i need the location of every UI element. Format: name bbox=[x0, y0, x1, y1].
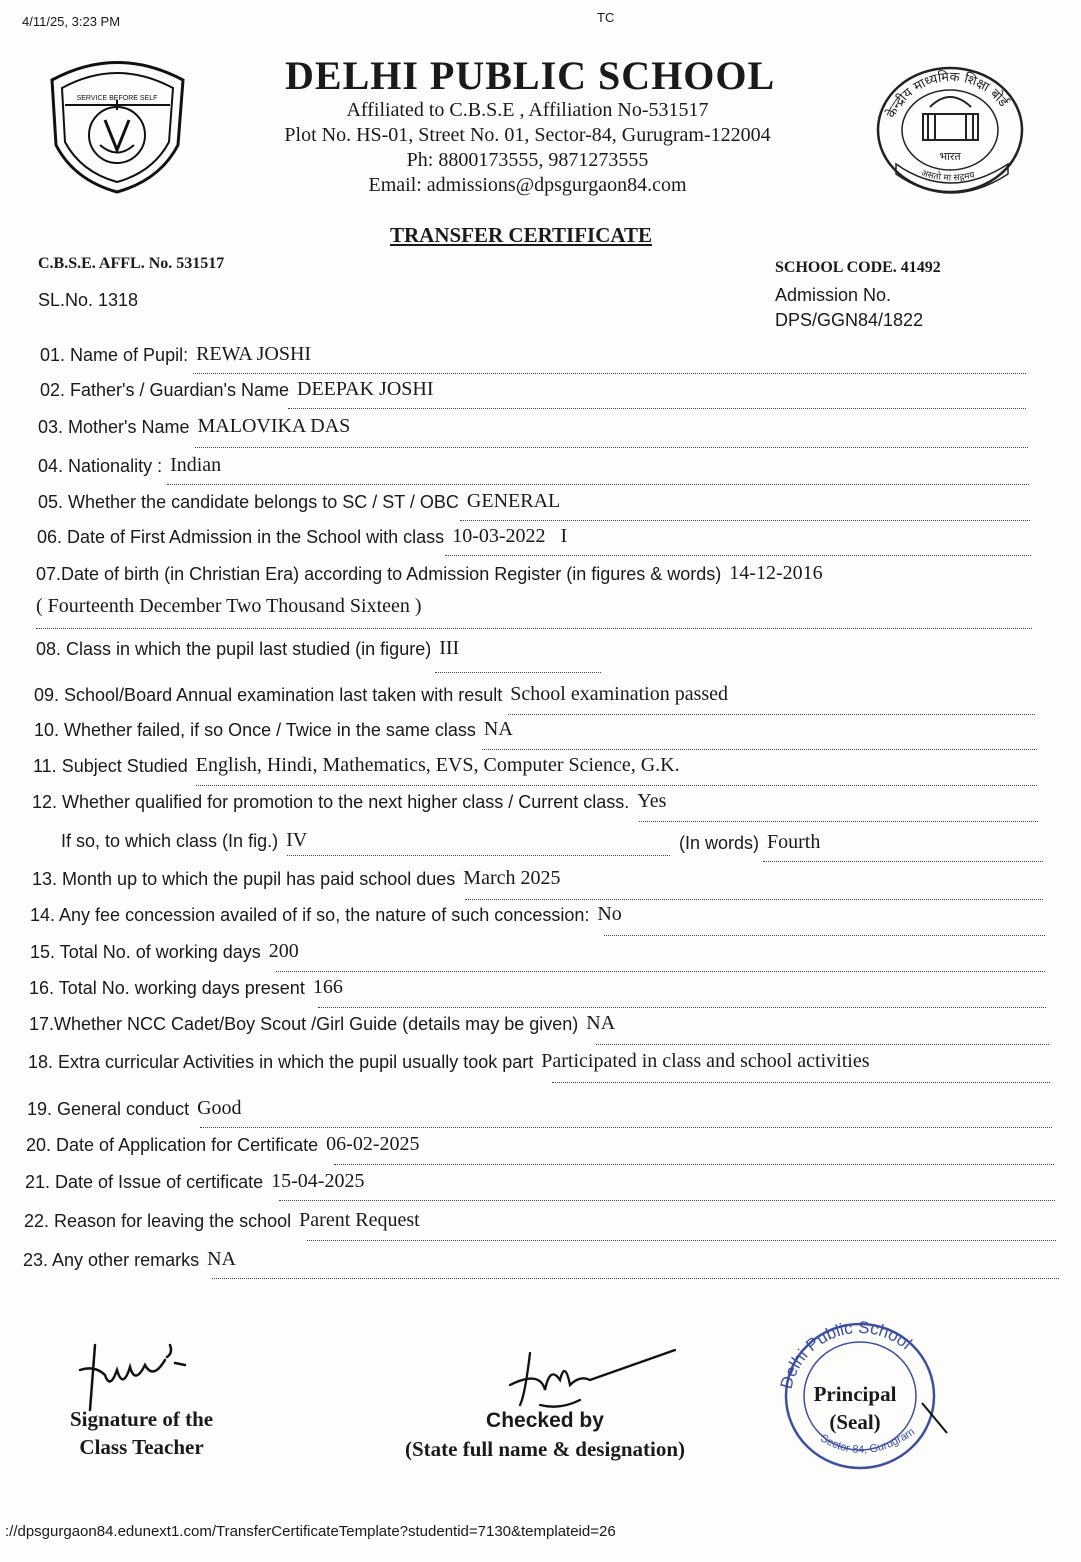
field-row-pupil-name bbox=[40, 343, 311, 366]
field-label: 02. Father's / Guardian's Name bbox=[40, 380, 289, 400]
dotted-line bbox=[195, 447, 1028, 448]
field-label: 22. Reason for leaving the school bbox=[24, 1211, 292, 1231]
field-value: Good bbox=[197, 1097, 242, 1119]
admission-number-label: Admission No. bbox=[775, 285, 892, 305]
school-phone: Ph: 8800173555, 9871273555 bbox=[406, 149, 649, 171]
dotted-line bbox=[212, 1278, 1059, 1279]
field-value: 10-03-2022 I bbox=[452, 525, 568, 547]
field-value: English, Hindi, Mathematics, EVS, Computer Science, G.K. bbox=[195, 754, 680, 776]
field-row-promotion bbox=[32, 790, 666, 813]
print-footer-url: ://dpsgurgaon84.edunext1.com/TransferCertificateTemplate?studentid=7130&templateid=26 bbox=[5, 1523, 616, 1540]
field-value: 15-04-2025 bbox=[271, 1170, 365, 1192]
cbse-seal-text: केन्द्रीय माध्यमिक शिक्षा बोर्ड bbox=[884, 69, 1011, 121]
field-value: IV bbox=[286, 829, 308, 851]
field-value: No bbox=[597, 903, 622, 925]
dotted-line bbox=[200, 1127, 1052, 1128]
cbse-seal-motto: असतो मा सद्गमय bbox=[919, 168, 976, 184]
class-teacher-caption bbox=[70, 1405, 213, 1461]
field-value: NA bbox=[586, 1012, 616, 1034]
field-label: (In words) bbox=[679, 833, 760, 853]
field-value: ( Fourteenth December Two Thousand Sixteen ) bbox=[36, 595, 422, 617]
field-value: III bbox=[439, 637, 460, 659]
field-label: 14. Any fee concession availed of if so, the nature of such concession: bbox=[30, 905, 590, 925]
field-row-category bbox=[38, 490, 560, 513]
field-row-issue-date bbox=[25, 1170, 364, 1193]
field-label: 12. Whether qualified for promotion to the next higher class / Current class. bbox=[32, 792, 630, 812]
field-row-leaving-reason bbox=[24, 1209, 420, 1232]
checked-by-caption-line2: (State full name & designation) bbox=[405, 1437, 685, 1461]
field-label: 01. Name of Pupil: bbox=[40, 345, 189, 365]
field-label: 10. Whether failed, if so Once / Twice in the same class bbox=[34, 720, 476, 740]
school-address: Plot No. HS-01, Street No. 01, Sector-84, Gurugram-122004 bbox=[284, 124, 771, 146]
dotted-line bbox=[460, 520, 1030, 521]
field-label: 11. Subject Studied bbox=[33, 756, 188, 776]
field-row-first-admission bbox=[37, 525, 567, 548]
dotted-line bbox=[318, 1007, 1046, 1008]
dotted-line bbox=[596, 1044, 1049, 1045]
checked-by-caption-line1: Checked by bbox=[486, 1409, 604, 1432]
field-value: MALOVIKA DAS bbox=[197, 415, 351, 437]
dotted-line bbox=[288, 408, 1026, 409]
field-label: 07.Date of birth (in Christian Era) according to Admission Register (in figures & words) bbox=[36, 564, 722, 584]
field-value: 06-02-2025 bbox=[326, 1133, 420, 1155]
school-address-block bbox=[230, 98, 825, 198]
cbse-affiliation-number: C.B.S.E. AFFL. No. 531517 bbox=[38, 255, 225, 272]
field-label: 05. Whether the candidate belongs to SC / ST / OBC bbox=[38, 492, 459, 512]
field-value: NA bbox=[483, 718, 513, 740]
dotted-line bbox=[482, 749, 1037, 750]
field-value: School examination passed bbox=[510, 683, 729, 705]
field-value: Indian bbox=[170, 454, 222, 476]
field-label: 03. Mother's Name bbox=[38, 417, 190, 437]
school-name: DELHI PUBLIC SCHOOL bbox=[285, 53, 776, 98]
field-row-last-class bbox=[36, 637, 459, 660]
dotted-line bbox=[287, 855, 670, 856]
dotted-line bbox=[193, 373, 1026, 374]
field-row-nationality bbox=[38, 454, 221, 477]
field-row-application-date bbox=[26, 1133, 420, 1156]
field-value: 200 bbox=[268, 940, 299, 962]
dotted-line bbox=[167, 484, 1029, 485]
field-row-extracurricular bbox=[28, 1050, 869, 1073]
field-label: 19. General conduct bbox=[27, 1099, 190, 1119]
stamp-location: Sector 84, Gurugram bbox=[818, 1425, 917, 1457]
dotted-line bbox=[276, 971, 1045, 972]
dotted-line bbox=[334, 1164, 1054, 1165]
field-row-date-of-birth bbox=[36, 562, 823, 585]
school-logo-text: SERVICE BEFORE SELF bbox=[76, 95, 158, 102]
checked-by-caption bbox=[380, 1407, 710, 1463]
principal-caption bbox=[805, 1380, 905, 1436]
field-label: 08. Class in which the pupil last studied (in figure) bbox=[36, 639, 432, 659]
dotted-line bbox=[435, 672, 601, 673]
cbse-seal bbox=[868, 52, 1033, 197]
field-label: 16. Total No. working days present bbox=[29, 978, 305, 998]
certificate-title: TRANSFER CERTIFICATE bbox=[390, 223, 652, 247]
field-label: 20. Date of Application for Certificate bbox=[26, 1135, 319, 1155]
field-row-days-present bbox=[29, 976, 343, 999]
field-row-dues bbox=[32, 867, 560, 890]
class-teacher-caption-line1: Signature of the bbox=[70, 1407, 214, 1431]
school-email: Email: admissions@dpsgurgaon84.com bbox=[368, 174, 687, 196]
field-value: NA bbox=[207, 1248, 236, 1270]
field-row-working-days bbox=[30, 940, 299, 963]
dotted-line bbox=[639, 821, 1038, 822]
print-timestamp: 4/11/25, 3:23 PM bbox=[22, 14, 121, 29]
school-affiliation: Affiliated to C.B.S.E , Affiliation No-531517 bbox=[346, 99, 709, 121]
field-label: 15. Total No. of working days bbox=[30, 942, 261, 962]
field-label: 06. Date of First Admission in the School with class bbox=[37, 527, 445, 547]
stamp-school-name: Delhi Public School bbox=[776, 1317, 916, 1391]
dotted-line bbox=[552, 1082, 1050, 1083]
dotted-line bbox=[196, 785, 1037, 786]
admission-number: DPS/GGN84/1822 bbox=[775, 310, 924, 330]
principal-caption-line2: (Seal) bbox=[829, 1410, 881, 1434]
dotted-line bbox=[36, 628, 1032, 629]
field-label: 04. Nationality : bbox=[38, 456, 163, 476]
field-label: 18. Extra curricular Activities in which the pupil usually took part bbox=[28, 1052, 534, 1072]
field-row-exam-result bbox=[34, 683, 728, 706]
field-label: 21. Date of Issue of certificate bbox=[25, 1172, 264, 1192]
field-label: If so, to which class (In fig.) bbox=[61, 831, 279, 851]
dotted-line bbox=[763, 861, 1043, 862]
class-teacher-caption-line2: Class Teacher bbox=[79, 1435, 204, 1459]
field-row-fee-concession bbox=[30, 903, 622, 926]
cbse-seal-sub: भारत bbox=[939, 150, 961, 163]
serial-number: SL.No. 1318 bbox=[38, 290, 139, 310]
school-logo bbox=[40, 50, 195, 195]
field-label: 13. Month up to which the pupil has paid school dues bbox=[32, 869, 456, 889]
field-value: GENERAL bbox=[466, 490, 561, 512]
field-value: Yes bbox=[637, 790, 667, 812]
dotted-line bbox=[307, 1240, 1056, 1241]
dotted-line bbox=[508, 714, 1035, 715]
field-row-promotion-class-words bbox=[679, 831, 820, 854]
field-value: Participated in class and school activities bbox=[541, 1050, 870, 1072]
field-label: 17.Whether NCC Cadet/Boy Scout /Girl Guide (details may be given) bbox=[29, 1014, 579, 1034]
field-row-subjects bbox=[33, 754, 680, 777]
field-value: Parent Request bbox=[299, 1209, 420, 1231]
field-row-failed bbox=[34, 718, 513, 741]
field-value: 166 bbox=[312, 976, 343, 998]
field-value: REWA JOSHI bbox=[196, 343, 312, 365]
field-value: Fourth bbox=[767, 831, 821, 853]
field-value: DEEPAK JOSHI bbox=[297, 378, 434, 400]
class-teacher-signature bbox=[75, 1335, 195, 1415]
dotted-line bbox=[279, 1200, 1055, 1201]
field-row-dob-words bbox=[36, 595, 422, 618]
field-row-father-name bbox=[40, 378, 434, 401]
field-label: 09. School/Board Annual examination last taken with result bbox=[34, 685, 503, 705]
principal-caption-line1: Principal bbox=[813, 1382, 897, 1406]
dotted-line bbox=[604, 935, 1045, 936]
field-label: 23. Any other remarks bbox=[23, 1250, 200, 1270]
field-row-promotion-class bbox=[61, 829, 307, 852]
dotted-line bbox=[445, 555, 1031, 556]
svg-text:असतो मा सद्गमय bbox=[920, 169, 977, 184]
field-row-remarks bbox=[23, 1248, 236, 1271]
school-code: SCHOOL CODE. 41492 bbox=[775, 259, 941, 276]
print-page-title: TC bbox=[597, 10, 615, 25]
field-row-mother-name bbox=[38, 415, 350, 438]
dotted-line bbox=[465, 899, 1043, 900]
field-row-conduct bbox=[27, 1097, 242, 1120]
field-value: March 2025 bbox=[463, 867, 561, 889]
field-row-ncc bbox=[29, 1012, 615, 1035]
svg-text:केन्द्रीय माध्यमिक शिक्षा बोर् bbox=[883, 69, 1012, 121]
field-value: 14-12-2016 bbox=[729, 562, 823, 584]
